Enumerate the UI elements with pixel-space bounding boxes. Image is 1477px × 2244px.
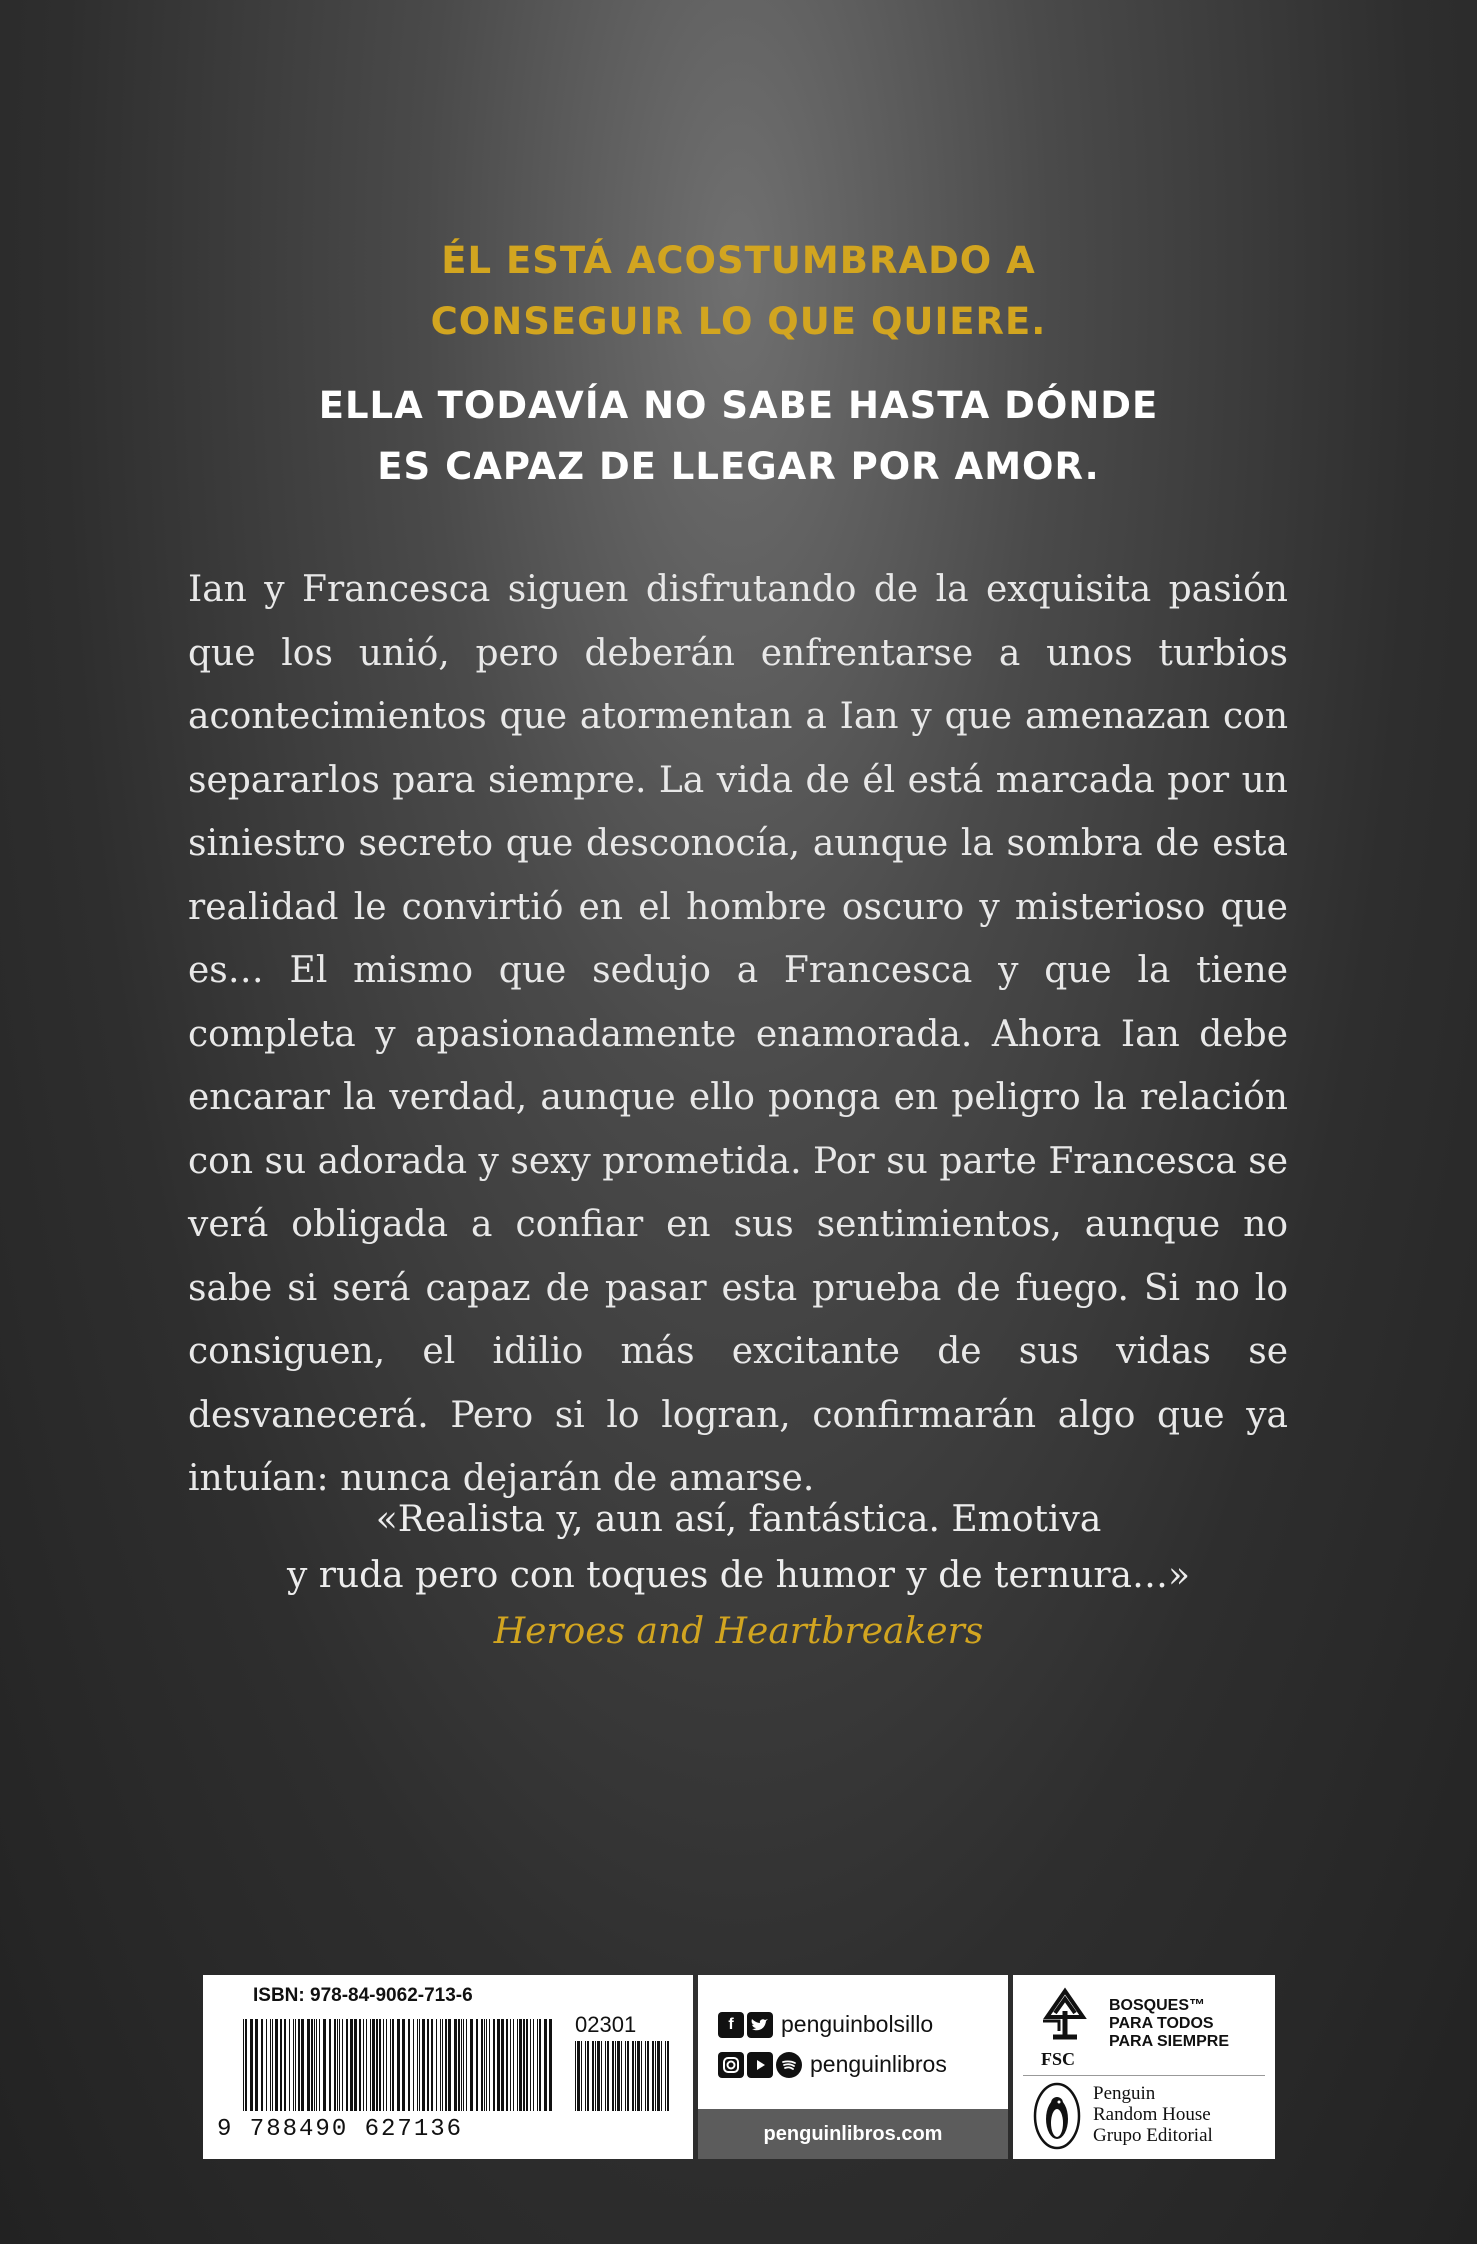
- barcode-bar: [510, 2019, 511, 2111]
- fsc-label: FSC: [1041, 2049, 1076, 2069]
- barcode-bar: [463, 2019, 464, 2111]
- barcode-bar: [497, 2019, 500, 2111]
- barcode-bar: [261, 2019, 263, 2111]
- barcode-bar: [484, 2019, 485, 2111]
- quote-line1: «Realista y, aun así, fantástica. Emotiva: [375, 1499, 1102, 1540]
- penguin-logo-icon: [1031, 2081, 1083, 2151]
- barcode-bar: [280, 2019, 282, 2111]
- barcode-bar: [549, 2019, 552, 2111]
- barcode-bar: [301, 2019, 304, 2111]
- barcode-bar: [461, 2019, 462, 2111]
- barcode-bar: [272, 2019, 273, 2111]
- barcode-bar: [595, 2041, 596, 2111]
- barcode-bar: [316, 2019, 317, 2111]
- barcode-bar: [245, 2019, 247, 2111]
- prh-line3: Grupo Editorial: [1093, 2125, 1213, 2146]
- barcode-bar: [386, 2019, 387, 2111]
- barcode-bar: [350, 2019, 353, 2111]
- barcode-bar: [436, 2019, 437, 2111]
- barcode-bar: [417, 2019, 418, 2111]
- barcode-bar: [266, 2019, 267, 2111]
- barcode-bar: [587, 2041, 589, 2111]
- isbn-label: ISBN: 978-84-9062-713-6: [253, 1985, 473, 2006]
- social-handle-libros: penguinlibros: [810, 2051, 947, 2077]
- barcode-bar: [517, 2019, 518, 2111]
- barcode-bar: [592, 2041, 594, 2111]
- price-code: 02301: [575, 2012, 637, 2037]
- barcode-bar: [481, 2019, 483, 2111]
- barcode-bar: [243, 2019, 244, 2111]
- barcode-bar: [440, 2019, 441, 2111]
- website-link[interactable]: penguinlibros.com: [698, 2109, 1008, 2159]
- fsc-slogan: [1109, 1997, 1259, 2051]
- social-panel: [698, 1975, 1008, 2159]
- barcode-bar: [617, 2041, 620, 2111]
- barcode-bar: [575, 2041, 576, 2111]
- barcode-bar: [489, 2019, 490, 2111]
- barcode-bar: [597, 2041, 600, 2111]
- prh-wordmark: [1093, 2083, 1213, 2146]
- spotify-icon: [776, 2052, 802, 2078]
- barcode-bar: [625, 2041, 626, 2111]
- barcode-bar: [627, 2041, 629, 2111]
- barcode-bar: [526, 2019, 528, 2111]
- twitter-icon: [747, 2012, 773, 2038]
- barcode-bar: [408, 2019, 410, 2111]
- barcode-bar: [275, 2019, 278, 2111]
- barcode-bar: [346, 2019, 348, 2111]
- barcode-bar: [329, 2019, 331, 2111]
- barcode-bar: [647, 2041, 649, 2111]
- prh-line2: Random House: [1093, 2104, 1211, 2125]
- quote-source: Heroes and Heartbreakers: [493, 1611, 984, 1652]
- barcode-bar: [298, 2019, 300, 2111]
- barcode-bar: [645, 2041, 646, 2111]
- tagline-white-line2: ES CAPAZ DE LLEGAR POR AMOR.: [377, 445, 1100, 488]
- barcode-bar: [295, 2019, 296, 2111]
- barcode-bar: [413, 2019, 414, 2111]
- synopsis: Ian y Francesca siguen disfrutando de la exquisita pasión que los unió, pero deberán enfrentarse a unos turbios acontecimientos que atormentan a Ian y que amenazan con separarlos para siempre. La vida de él está marcada por un siniestro secreto que desconocía, aunque la sombra de esta realidad le convirtió en el hombre oscuro y misterioso que es… El mismo que sedujo a Francesca y que la tiene completa y apasionadamente enamorada. Ahora Ian debe encarar la verdad, aunque ello ponga en peligro la relación con su adorada y sexy prometida. Por su parte Francesca se verá obligada a confiar en sus sentimientos, aunque no sabe si será capaz de pasar esta prueba de fuego. Si no lo consiguen, el idilio más excitante de sus vidas se desvanecerá. Pero si lo logran, confirmarán algo que ya intuían: nunca dejarán de amarse.: [188, 569, 1288, 1499]
- barcode-bar: [577, 2041, 580, 2111]
- barcode-bar: [293, 2019, 294, 2111]
- barcode-bar: [655, 2041, 656, 2111]
- barcode-bar: [665, 2041, 666, 2111]
- barcode-bar: [397, 2019, 400, 2111]
- barcode-bar: [637, 2041, 640, 2111]
- barcode-bar: [533, 2019, 534, 2111]
- barcode-bar: [635, 2041, 636, 2111]
- barcode-bar: [442, 2019, 443, 2111]
- barcode-bar: [661, 2041, 662, 2111]
- barcode-bar: [250, 2019, 253, 2111]
- barcode-bar: [539, 2019, 541, 2111]
- barcode-bar: [376, 2019, 378, 2111]
- barcode-bar: [513, 2019, 514, 2111]
- barcode-bar: [379, 2019, 381, 2111]
- barcode-bar: [612, 2041, 614, 2111]
- barcode-bar: [363, 2019, 364, 2111]
- barcode-bar: [466, 2019, 467, 2111]
- barcode-bar: [366, 2019, 367, 2111]
- barcode-bar: [431, 2019, 433, 2111]
- youtube-icon: [747, 2052, 773, 2078]
- fsc-tree-icon: [1037, 1987, 1093, 2045]
- tagline-gold-line1: ÉL ESTÁ ACOSTUMBRADO A: [441, 239, 1036, 282]
- barcode-bar: [632, 2041, 634, 2111]
- barcode-bar: [270, 2019, 271, 2111]
- barcode-bar: [427, 2019, 429, 2111]
- barcode-bar: [311, 2019, 313, 2111]
- quote-line2: y ruda pero con toques de humor y de ternura…»: [286, 1555, 1191, 1596]
- social-handle-bolsillo: penguinbolsillo: [781, 2011, 934, 2037]
- barcode-bar: [255, 2019, 258, 2111]
- barcode-bar: [615, 2041, 616, 2111]
- barcode-bar: [334, 2019, 336, 2111]
- barcode-bar: [402, 2019, 405, 2111]
- facebook-icon: f: [718, 2012, 744, 2038]
- barcode-bar: [422, 2019, 425, 2111]
- barcode-bar: [470, 2019, 473, 2111]
- barcode-bar: [339, 2019, 340, 2111]
- ean-barcode: [243, 2019, 553, 2111]
- barcode-bar: [476, 2019, 478, 2111]
- barcode-bar: [537, 2019, 538, 2111]
- instagram-icon: [718, 2052, 744, 2078]
- panel-divider: [1023, 2075, 1265, 2076]
- barcode-bar: [621, 2041, 622, 2111]
- tagline-white-line1: ELLA TODAVÍA NO SABE HASTA DÓNDE: [318, 384, 1159, 427]
- social-row-bolsillo: [718, 2011, 933, 2038]
- barcode-bar: [607, 2041, 609, 2111]
- barcode-bar: [454, 2019, 457, 2111]
- barcode-bar: [506, 2019, 508, 2111]
- review-quote: [0, 1492, 1477, 1660]
- barcode-bar: [323, 2019, 326, 2111]
- barcode-bar: [530, 2019, 531, 2111]
- barcode-bar: [354, 2019, 357, 2111]
- barcode-bar: [390, 2019, 391, 2111]
- barcode-bar: [486, 2019, 487, 2111]
- barcode-bar: [652, 2041, 654, 2111]
- publisher-panel: [1013, 1975, 1275, 2159]
- barcode-bar: [337, 2019, 338, 2111]
- social-row-libros: [718, 2051, 947, 2078]
- tagline-gold: [0, 230, 1477, 352]
- barcode-bar: [342, 2019, 343, 2111]
- barcode-bar: [307, 2019, 310, 2111]
- barcode-bar: [667, 2041, 669, 2111]
- ean-digits: 9 788490 627136: [217, 2116, 464, 2143]
- barcode-bar: [544, 2019, 547, 2111]
- barcode-bar: [289, 2019, 290, 2111]
- barcode-bar: [319, 2019, 320, 2111]
- barcode-bar: [448, 2019, 451, 2111]
- barcode-bar: [501, 2019, 504, 2111]
- barcode-bar: [372, 2019, 375, 2111]
- barcode-bar: [641, 2041, 642, 2111]
- barcode-bar: [601, 2041, 602, 2111]
- barcode-bar: [284, 2019, 286, 2111]
- barcode-bar: [605, 2041, 606, 2111]
- barcode-bar: [445, 2019, 447, 2111]
- barcode-bar: [519, 2019, 522, 2111]
- fsc-slogan-line1: BOSQUES™: [1109, 1997, 1206, 2014]
- fsc-slogan-line3: PARA SIEMPRE: [1109, 2033, 1230, 2050]
- barcode-bar: [523, 2019, 525, 2111]
- tagline-gold-line2: CONSEGUIR LO QUE QUIERE.: [430, 300, 1047, 343]
- barcode-bar: [581, 2041, 582, 2111]
- barcode-bar: [458, 2019, 460, 2111]
- barcode-bar: [585, 2041, 586, 2111]
- barcode-bar: [419, 2019, 420, 2111]
- barcode-bar: [314, 2019, 315, 2111]
- barcode-bar: [370, 2019, 371, 2111]
- barcode-panel: [203, 1975, 693, 2159]
- barcode-bar: [383, 2019, 384, 2111]
- prh-line1: Penguin: [1093, 2083, 1156, 2104]
- fsc-slogan-line2: PARA TODOS: [1109, 2015, 1214, 2032]
- barcode-bar: [392, 2019, 394, 2111]
- barcode-bar: [359, 2019, 361, 2111]
- barcode-bar: [493, 2019, 495, 2111]
- price-barcode: [575, 2041, 671, 2111]
- barcode-bar: [657, 2041, 660, 2111]
- tagline-white: [0, 375, 1477, 497]
